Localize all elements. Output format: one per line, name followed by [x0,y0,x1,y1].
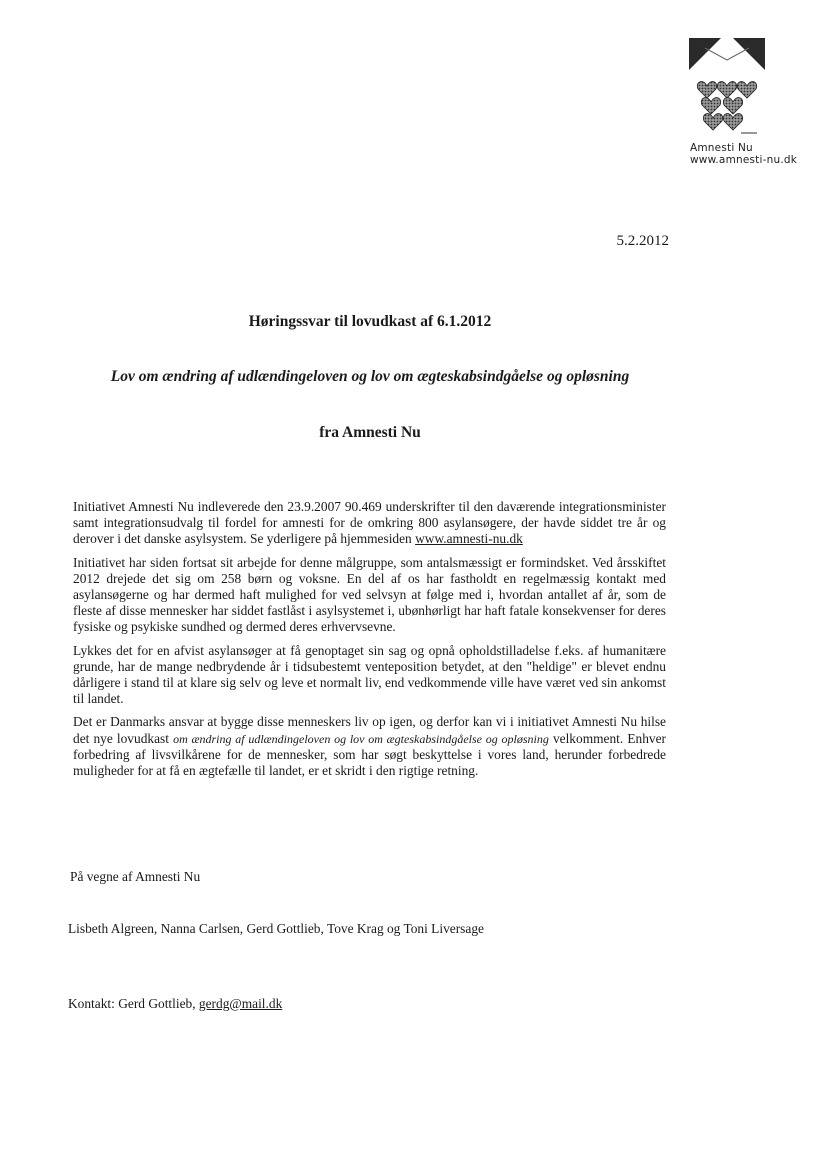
on-behalf-line: På vegne af Amnesti Nu [70,869,201,884]
document-from: fra Amnesti Nu [319,424,421,441]
logo-block [683,36,813,166]
document-subtitle: Lov om ændring af udlændingeloven og lov om ægteskabsindgåelse og opløsning [110,368,630,385]
document-date: 5.2.2012 [616,233,669,249]
paragraph-3: Lykkes det for en afvist asylansøger at få genoptaget sin sag og opnå opholdstilladelse f.eks. af humanitære grunde, har de mange nedbrydende år i tidsubestemt venteposition betydet, at den "heldige" er blevet endnu dårligere i stand til at klare sig selv og leve et normalt liv, end vedkommende ville have været ved sin ankomst til landet. [73,642,666,707]
paragraph-2: Initiativet har siden fortsat sit arbejde for denne målgruppe, som antalsmæssigt er formindsket. Ved årsskiftet 2012 drejede det sig om 258 børn og voksne. En del af os har fastholdt en regelmæssig kontakt med asylansøgerne og har dermed haft mulighed for ved selvsyn at følge med i, hvordan antallet af år, som de fleste af disse mennesker har siddet fastlåst i asylsystemet i, ubønhørligt har haft fatale konsekvenser for deres fysiske og psykiske sundhed og dermed deres erhvervsevne. [73,554,666,635]
website-link[interactable]: www.amnesti-nu.dk [415,531,523,547]
document-heading: Høringssvar til lovudkast af 6.1.2012 [248,313,492,330]
paragraph-4 [73,714,666,779]
paragraph-4-text-end: velkomment. Enhver forbedring af livsvilkårene for de mennesker, som har søgt beskyttelse i vores land, herunder forbedrede muligheder for at få en ægtefælle til landet, er et skridt i den rigtige retning. [73,730,667,779]
contact-label: Kontakt: Gerd Gottlieb, [68,996,199,1011]
contact-line [68,996,282,1012]
paragraph-1 [73,499,666,548]
document-body [73,499,666,786]
paragraph-1-text: Initiativet Amnesti Nu indleverede den 23.9.2007 90.469 underskrifter til den daværende integrationsminister samt integrationsudvalg til fordel for amnesti for de omkring 800 asylansøgere, der havde siddet tre år og derover i det danske asylsystem. Se yderligere på hjemmesiden [73,499,666,547]
logo-name: Amnesti Nu [690,142,753,154]
paragraph-4-law-title: om ændring af udlændingeloven og lov om ægteskabsindgåelse og opløsning [173,731,549,746]
contact-email-link[interactable]: gerdg@mail.dk [198,996,283,1011]
hearts-logo-icon [683,36,773,136]
paragraph-4-text-start: Det er Danmarks ansvar at bygge disse menneskers liv op igen, og derfor kan vi i initiativet Amnesti Nu hilse det nye lovudkast [73,714,666,746]
logo-url: www.amnesti-nu.dk [690,154,798,166]
signers-list: Lisbeth Algreen, Nanna Carlsen, Gerd Gottlieb, Tove Krag og Toni Liversage [68,921,484,936]
